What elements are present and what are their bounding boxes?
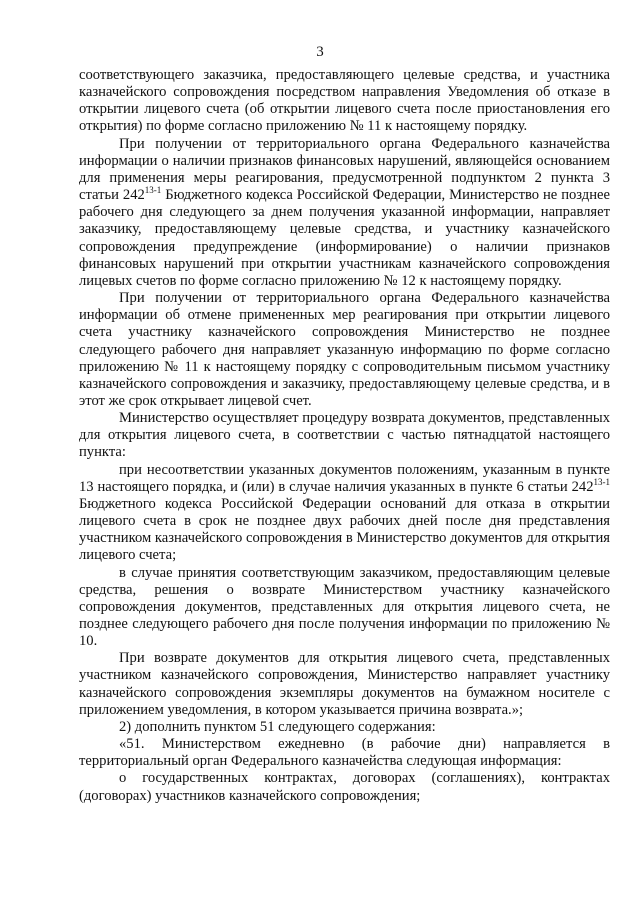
paragraph-3 [79,290,610,410]
paragraph-text: «51. Министерством ежедневно (в рабочие дни) направляется в территориальный орган Федерального казначейства следующая информация: [79,736,610,770]
paragraph-text: При получении от территориального органа Федерального казначейства информации об отмене примененных мер реагирования при открытии лицевого счета участнику казначейского сопровождения Министерство не позднее следующего рабочего дня направляет указанную информацию по форме согласно приложению № 11 к настоящему порядку с сопроводительным письмом участнику казначейского сопровождения и заказчику, предоставляющему целевые средства, и в этот же срок открывает лицевой счет. [79,290,610,409]
paragraph-2 [79,136,610,290]
page-number: 3 [316,44,324,60]
paragraph-text: в случае принятия соответствующим заказчиком, предоставляющим целевые средства, решения о возврате Министерством участнику казначейского сопровождения документов, представленных для открытия лицевого счета, не позднее следующего рабочего дня после получения информации по приложению № 10. [79,564,610,650]
paragraph-text: соответствующего заказчика, предоставляющего целевые средства, и участника казначейского сопровождения посредством направления Уведомления об отказе в открытии лицевого счета (об открытии лицевого счета после приостановления его открытия) по форме согласно приложению № 11 к настоящему порядку. [79,67,610,135]
document-body [79,67,610,805]
paragraph-text: 2) дополнить пунктом 51 следующего содержания: [119,718,436,735]
paragraph-4 [79,410,610,461]
paragraph-text: Министерство осуществляет процедуру возврата документов, представленных для открытия лицевого счета, в соответствии с частью пятнадцатой настоящего пункта: [79,410,610,461]
paragraph-6 [79,565,610,651]
paragraph-7 [79,650,610,719]
superscript: 13-1 [593,476,610,487]
paragraph-1 [79,67,610,136]
paragraph-text-continued: Бюджетного кодекса Российской Федерации оснований для отказа в открытии лицевого счета в срок не позднее двух рабочих дней после дня представления участником казначейского сопровождения в Министерство документов для открытия лицевого счета; [79,495,610,564]
paragraph-8 [79,719,610,736]
paragraph-10 [79,770,610,804]
paragraph-5 [79,462,610,565]
superscript: 13-1 [144,185,162,196]
paragraph-9 [79,736,610,770]
paragraph-text-continued: Бюджетного кодекса Российской Федерации, Министерство не позднее рабочего дня следующего за днем получения указанной информации, направляет заказчику, предоставляющему целевые средства, и участнику казначейского сопровождения предупреждение (информирование) о наличии признаков финансовых нарушений при открытии участникам казначейского сопровождения лицевых счетов по форме согласно приложению № 12 к настоящему порядку. [79,187,611,289]
paragraph-text: при несоответствии указанных документов положениям, указанным в пункте 13 настоящего порядка, и (или) в случае наличия указанных в пункте 6 статьи 242 [79,461,610,495]
paragraph-text: При возврате документов для открытия лицевого счета, представленных участником казначейского сопровождения, Министерство направляет участнику казначейского сопровождения экземпляры документов на бумажном носителе с приложением уведомления, в котором указывается причина возврата.»; [79,650,610,718]
paragraph-text: о государственных контрактах, договорах (соглашениях), контрактах (договорах) участников казначейского сопровождения; [79,770,610,804]
paragraph-text: При получении от территориального органа Федерального казначейства информации о наличии признаков финансовых нарушений, являющейся основанием для применения меры реагирования, предусмотренной подпунктом 2 пункта 3 статьи 242 [79,135,610,204]
